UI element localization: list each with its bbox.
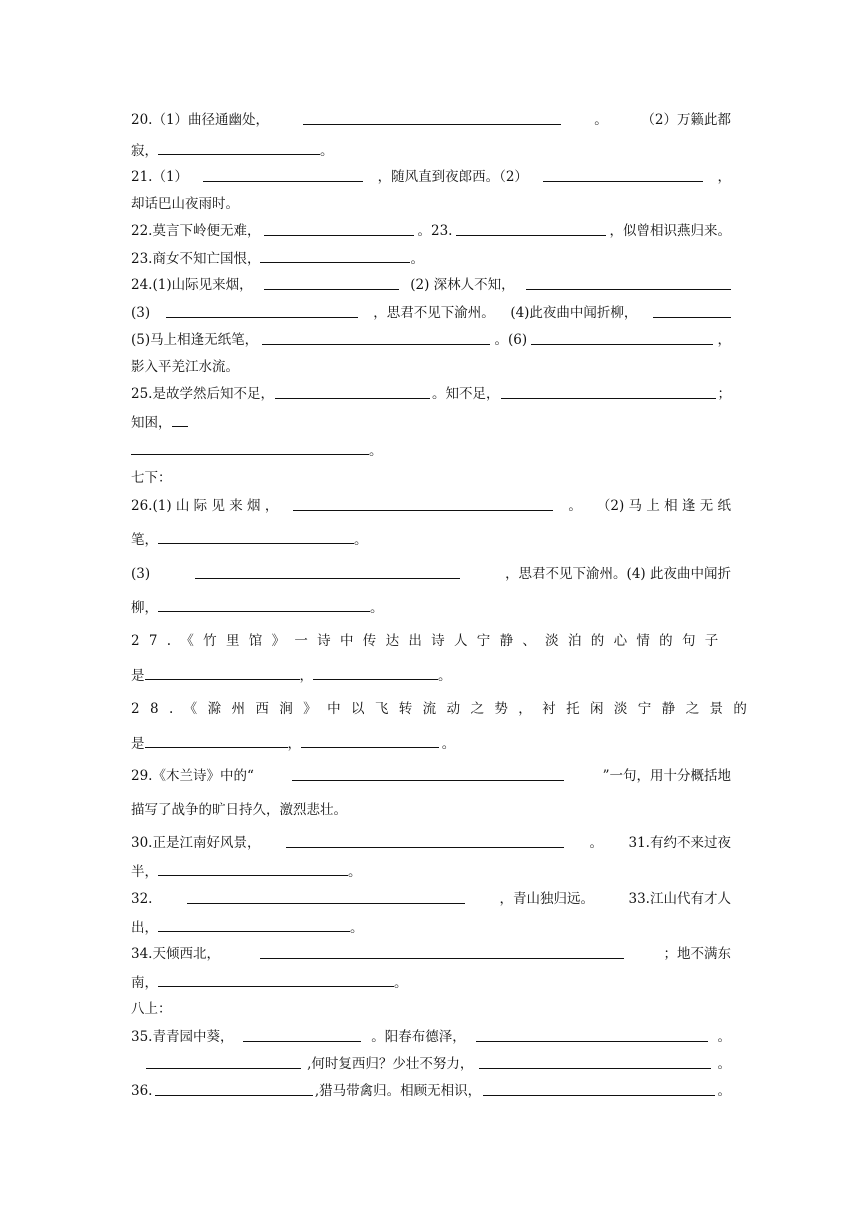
q25-blank3b[interactable] [131, 441, 369, 455]
q24-blank2[interactable] [526, 276, 731, 290]
q26-blank2[interactable] [158, 530, 354, 544]
q36-blank1[interactable] [155, 1082, 313, 1096]
q22-blank2[interactable] [456, 222, 606, 236]
question-34-line-2: 南， 。 [131, 975, 408, 991]
question-24-line-2: (3) ，思君不见下渝州。 (4)此夜曲中闻折柳， [131, 304, 731, 322]
question-22-line: 22.莫言下岭便无难， 。23. ，似曾相识燕归来。 [131, 223, 731, 239]
q28-blank2[interactable] [301, 734, 439, 748]
question-30-line-1: 30.正是江南好风景， 。 31.有约不来过夜 [131, 835, 731, 851]
question-25-line-2: 知困， [131, 413, 731, 432]
question-26-line-4: 柳， 。 [131, 600, 384, 616]
question-21-line-2: 却话巴山夜雨时。 [131, 196, 239, 212]
question-33-line: 出， 。 [131, 920, 364, 936]
question-26-line-1: 26.(1) 山 际 见 来 烟 ， 。 （2) 马 上 相 逢 无 纸 [131, 498, 731, 514]
question-25-line-1: 25.是故学然后知不足， 。知不足， ； [131, 386, 731, 402]
q34-blank2[interactable] [158, 973, 394, 987]
q35-blank1[interactable] [243, 1028, 361, 1042]
question-31-line: 半， 。 [131, 864, 362, 880]
question-21-line-1: 21.（1） ，随风直到夜郎西。（2） ， [131, 169, 731, 185]
q35-blank3[interactable] [146, 1055, 301, 1069]
question-35-line-1: 35.青青园中葵， 。阳春布德泽， 。 [131, 1029, 731, 1045]
q36-blank2[interactable] [483, 1082, 715, 1096]
question-29-line-2: 描写了战争的旷日持久，激烈悲壮。 [131, 802, 347, 818]
question-34-line-1: 34.天倾西北， ；地不满东 [131, 946, 731, 962]
q21-blank2[interactable] [543, 168, 703, 182]
question-24-line-4: 影入平羌江水流。 [131, 359, 239, 375]
question-26-line-3: (3) ，思君不见下渝州。(4) 此夜曲中闻折 [131, 566, 731, 582]
q23-blank[interactable] [260, 249, 410, 263]
q24-blank6[interactable] [531, 331, 713, 345]
q27-blank1[interactable] [145, 666, 300, 680]
q24-blank4[interactable] [653, 304, 731, 318]
question-20-line-1: 20.（1）曲径通幽处， 。 （2）万籁此都 [131, 112, 731, 128]
question-27-line-1: 27.《竹里馆》一诗中传达出诗人宁静、淡泊的心情的句子 [131, 633, 728, 649]
q25-blank2[interactable] [501, 385, 716, 399]
q22-blank1[interactable] [264, 222, 414, 236]
question-35-line-2: ,何时复西归？少壮不努力， 。 [146, 1055, 731, 1073]
question-26-line-2: 笔， 。 [131, 532, 368, 548]
q34-blank1[interactable] [260, 945, 624, 959]
q24-blank3[interactable] [166, 304, 358, 318]
q26-blank3[interactable] [195, 565, 460, 579]
q30-blank[interactable] [286, 834, 564, 848]
question-25-line-3: 。 [131, 441, 731, 460]
q35-blank4[interactable] [479, 1055, 711, 1069]
question-29-line-1: 29.《木兰诗》中的“ ”一句，用十分概括地 [131, 768, 731, 784]
q24-blank1[interactable] [264, 276, 399, 290]
q24-blank5[interactable] [262, 331, 490, 345]
q20-part1: 20.（1）曲径通幽处， [131, 112, 270, 128]
q25-blank3a[interactable] [172, 413, 188, 427]
q21-blank1[interactable] [203, 168, 363, 182]
q29-blank[interactable] [292, 767, 564, 781]
section-heading-grade7-second: 七下： [131, 470, 172, 486]
question-24-line-3: (5)马上相逢无纸笔， 。(6) ， [131, 332, 731, 348]
question-27-line-2: 是 ， 。 [131, 668, 452, 684]
q25-blank1[interactable] [275, 385, 430, 399]
question-32-line-1: 32. ，青山独归远。 33.江山代有才人 [131, 891, 731, 907]
section-heading-grade8-first: 八上： [131, 1001, 172, 1017]
q28-blank1[interactable] [145, 734, 288, 748]
q26-blank1[interactable] [293, 497, 553, 511]
q31-blank[interactable] [158, 862, 348, 876]
q26-blank4[interactable] [158, 598, 370, 612]
q35-blank2[interactable] [476, 1028, 708, 1042]
question-23-line: 23.商女不知亡国恨， 。 [131, 251, 424, 267]
question-24-line-1: 24.(1)山际见来烟， (2) 深林人不知， [131, 276, 731, 294]
q20-blank2[interactable] [158, 141, 320, 155]
q20-blank1[interactable] [303, 111, 561, 125]
q32-blank[interactable] [187, 890, 465, 904]
q33-blank[interactable] [158, 918, 350, 932]
question-20-line-2: 寂， 。 [131, 143, 334, 159]
q20-part2: （2）万籁此都 [641, 112, 731, 128]
question-36-line: 36. ,猎马带禽归。相顾无相识， 。 [131, 1083, 731, 1099]
question-28-line-2: 是 ， 。 [131, 736, 456, 752]
q27-blank2[interactable] [313, 666, 438, 680]
question-28-line-1: 28.《滁州西涧》中以飞转流动之势，衬托闲淡宁静之景的 [131, 701, 758, 717]
